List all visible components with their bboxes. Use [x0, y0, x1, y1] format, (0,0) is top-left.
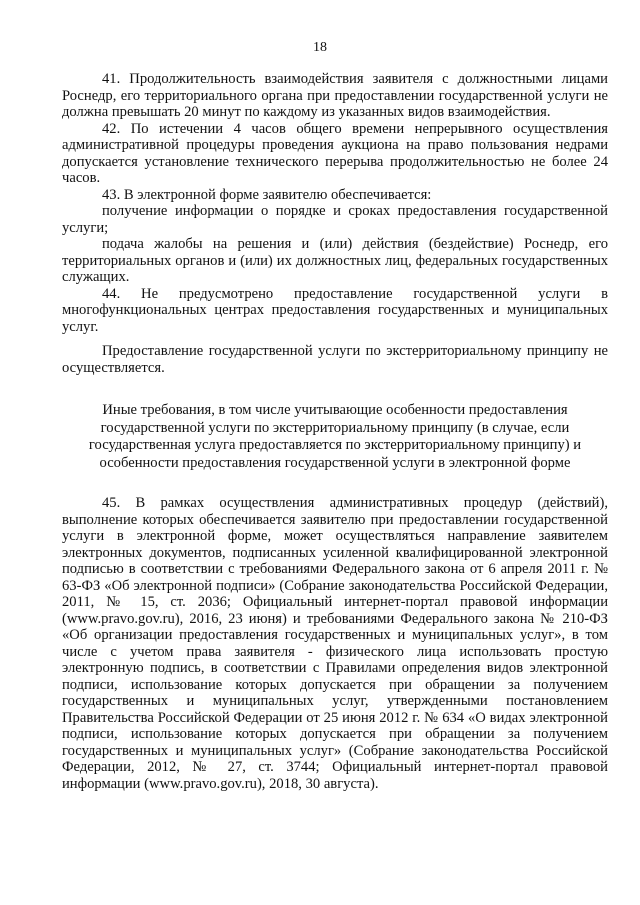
paragraph-43-item-2: подача жалобы на решения и (или) действия (бездействие) Роснедр, его территориальных органов и (или) их должностных лиц, федеральных государственных служащих. — [62, 236, 608, 285]
paragraph-block-top — [62, 71, 608, 376]
paragraph-43: 43. В электронной форме заявителю обеспечивается: — [102, 186, 432, 203]
section-heading-line: государственной услуги по экстерриториальному принципу (в случае, если — [100, 419, 570, 436]
section-heading — [62, 402, 608, 472]
section-heading-line: Иные требования, в том числе учитывающие особенности предоставления — [102, 402, 568, 418]
paragraph-43-item-1: получение информации о порядке и сроках предоставления государственной услуги; — [62, 203, 608, 236]
paragraph-41: 41. Продолжительность взаимодействия заявителя с должностными лицами Роснедр, его территориального органа при предоставлении государственной услуги не должна превышать 20 минут по каждому из указанных видов взаимодействия. — [62, 71, 608, 120]
paragraph-44: 44. Не предусмотрено предоставление государственной услуги в многофункциональных центрах предоставления государственных и муниципальных услуг. — [62, 285, 608, 335]
page-number: 18 — [313, 40, 327, 55]
paragraph-42: 42. По истечении 4 часов общего времени непрерывного осуществления административной процедуры проведения аукциона на право пользования недрами допускается установление технического перерыва продолжительностью не более 24 часов. — [62, 120, 608, 186]
paragraph-extraterritorial: Предоставление государственной услуги по экстерриториальному принципу не осуществляется. — [62, 343, 608, 376]
paragraph-45: 45. В рамках осуществления административных процедур (действий), выполнение которых обеспечивается заявителю при предоставлении государственной услуги в электронной форме, может осуществляться направление заявителем электронных документов, подписанных усиленной квалифицированной электронной подписью в соответствии с требованиями Федерального закона от 6 апреля 2011 г. № 63-ФЗ «Об электронной подписи» (Собрание законодательства Российской Федерации, 2011, № 15, ст. 2036; Официальный интернет-портал правовой информации (www.pravo.gov.ru), 2016, 23 июня) и требованиями Федерального закона № 210-ФЗ «Об организации предоставления государственных и муниципальных услуг», в том числе с учетом права заявителя - физического лица использовать простую электронную подпись, в соответствии с Правилами определения видов электронной подписи, использование которых допускается при обращении за получением государственных и муниципальных услуг, утвержденными постановлением Правительства Российской Федерации от 25 июня 2012 г. № 634 «О видах электронной подписи, использование которых допускается при обращении за получением государственных и муниципальных услуг» (Собрание законодательства Российской Федерации, 2012, № 27, ст. 3744; Официальный интернет-портал правовой информации (www.pravo.gov.ru), 2018, 30 августа). — [62, 495, 608, 792]
section-heading-line: государственная услуга предоставляется по экстерриториальному принципу) и — [88, 437, 582, 453]
paragraph-block-bottom — [62, 495, 608, 792]
section-heading-line: особенности предоставления государственной услуги в электронной форме — [99, 454, 571, 471]
